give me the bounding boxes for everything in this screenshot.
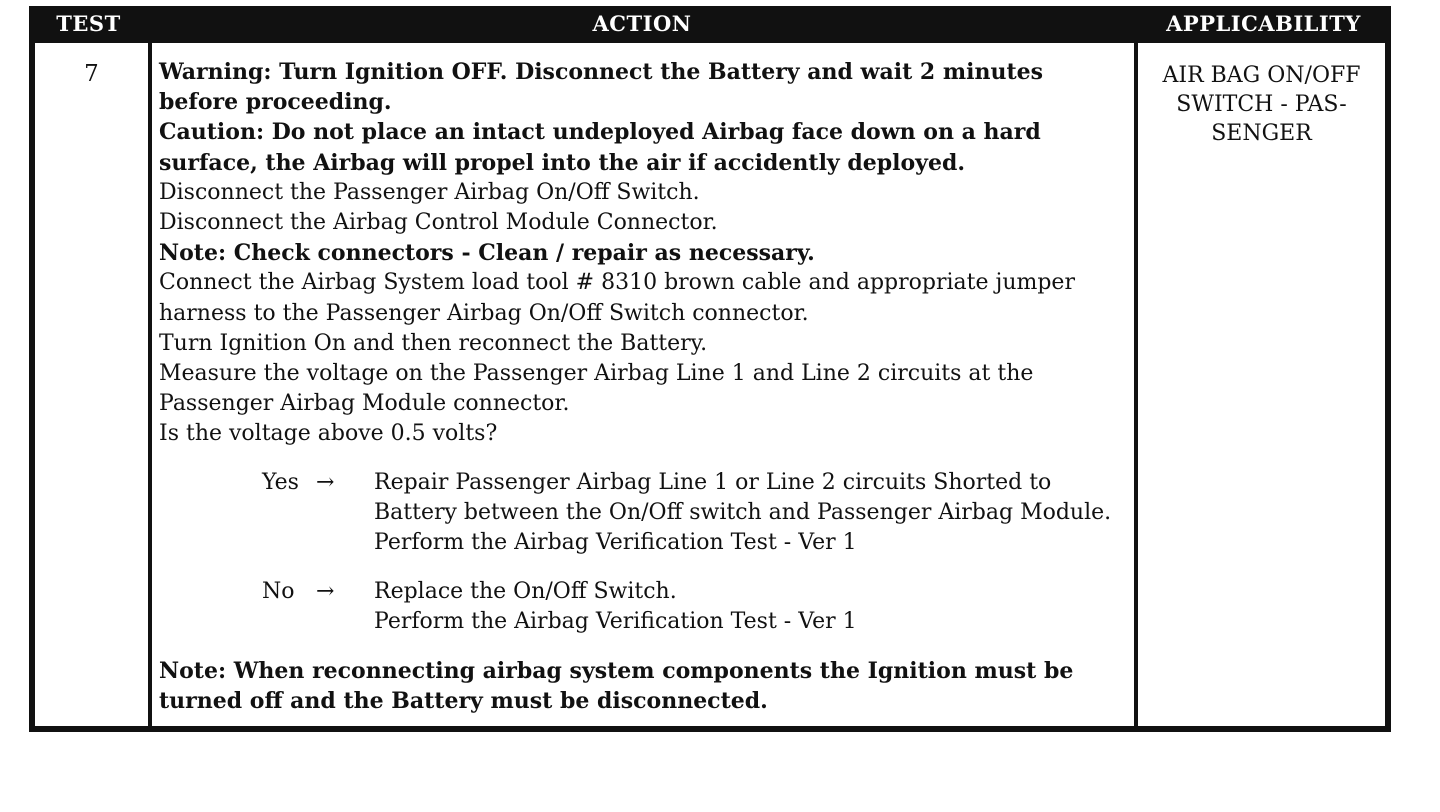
- step-line: Connect the Airbag System load tool # 8310 brown cable and appropriate jumper: [159, 270, 1075, 296]
- caution-line: surface, the Airbag will propel into the air if accidently deployed.: [159, 149, 965, 176]
- step-line: Disconnect the Passenger Airbag On/Off Switch.: [159, 179, 700, 205]
- yes-branch: [262, 468, 1125, 559]
- applicability-text: [1138, 61, 1385, 148]
- step-line: Disconnect the Airbag Control Module Connector.: [159, 210, 718, 236]
- step-line: Measure the voltage on the Passenger Airbag Line 1 and Line 2 circuits at the: [159, 361, 1034, 387]
- result-line: Perform the Airbag Verification Test - Ver 1: [374, 530, 857, 556]
- applicability-line: AIR BAG ON/OFF: [1162, 63, 1361, 88]
- caution-line: Caution: Do not place an intact undeployed Airbag face down on a hard: [159, 119, 1041, 146]
- result-line: Perform the Airbag Verification Test - Ver 1: [374, 609, 857, 635]
- yes-label: Yes: [262, 469, 299, 495]
- note-line: Note: Check connectors - Clean / repair as necessary.: [159, 240, 815, 267]
- action-cell: [152, 43, 1134, 726]
- result-line: Battery between the On/Off switch and Passenger Airbag Module.: [374, 499, 1112, 525]
- header-applicability: APPLICABILITY: [1166, 11, 1361, 36]
- note-line: turned off and the Battery must be disconnected.: [159, 687, 768, 714]
- no-branch: [262, 577, 1125, 637]
- applicability-line: SWITCH - PAS-: [1176, 92, 1347, 117]
- applicability-line: SENGER: [1211, 121, 1312, 146]
- yes-result: [374, 468, 1125, 559]
- test-number: 7: [84, 61, 99, 87]
- warning-line: before proceeding.: [159, 89, 392, 116]
- test-cell: [35, 43, 148, 726]
- header-test: TEST: [56, 11, 121, 36]
- header-action: ACTION: [592, 11, 692, 36]
- step-line: Turn Ignition On and then reconnect the Battery.: [159, 330, 708, 356]
- right-arrow-icon: →: [316, 579, 335, 605]
- action-body: [159, 57, 1125, 716]
- right-arrow-icon: →: [316, 469, 335, 495]
- note-line: Note: When reconnecting airbag system components the Ignition must be: [159, 657, 1074, 684]
- step-line: harness to the Passenger Airbag On/Off Switch connector.: [159, 300, 809, 326]
- no-label: No: [262, 579, 295, 605]
- step-line: Passenger Airbag Module connector.: [159, 391, 570, 417]
- result-line: Replace the On/Off Switch.: [374, 579, 677, 605]
- warning-line: Warning: Turn Ignition OFF. Disconnect the Battery and wait 2 minutes: [159, 59, 1044, 85]
- result-line: Repair Passenger Airbag Line 1 or Line 2 circuits Shorted to: [374, 469, 1052, 495]
- no-result: [374, 577, 1125, 637]
- applicability-cell: [1138, 43, 1385, 726]
- diagnostic-test-table: [29, 6, 1391, 732]
- question-line: Is the voltage above 0.5 volts?: [159, 421, 498, 447]
